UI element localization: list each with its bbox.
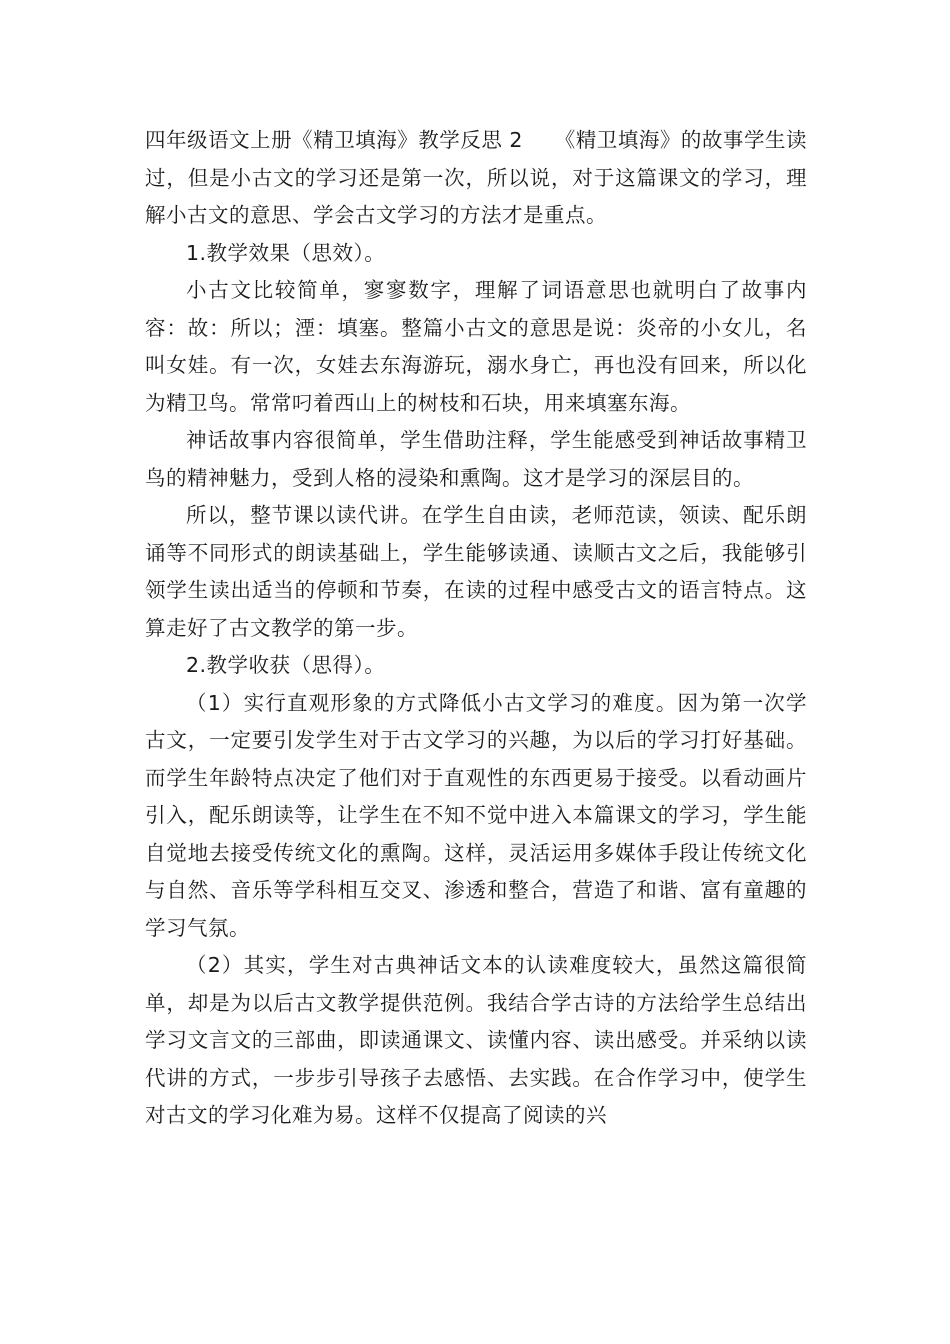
paragraph-reading-method: 所以，整节课以读代讲。在学生自由读，老师范读，领读、配乐朗诵等不同形式的朗读基础上，学生能够读通、读顺古文之后，我能够引领学生读出适当的停顿和节奏，在读的过程中感受古文的语言特点。这算走好了古文教学的第一步。	[145, 503, 807, 640]
paragraph-text-meaning: 小古文比较简单，寥寥数字，理解了词语意思也就明白了故事内容：故：所以；湮：填塞。整篇小古文的意思是说：炎帝的小女儿，名叫女娃。有一次，女娃去东海游玩，溺水身亡，再也没有回来，所以化为精卫鸟。常常叼着西山上的树枝和石块，用来填塞东海。	[145, 278, 807, 415]
paragraph-title-intro: 四年级语文上册《精卫填海》教学反思 2 《精卫填海》的故事学生读过，但是小古文的学习还是第一次，所以说，对于这篇课文的学习，理解小古文的意思、学会古文学习的方法才是重点。	[145, 128, 807, 227]
paragraph-myth-spirit: 神话故事内容很简单，学生借助注释，学生能感受到神话故事精卫鸟的精神魅力，受到人格的浸染和熏陶。这才是学习的深层目的。	[145, 428, 807, 490]
paragraph-gain-1: （1）实行直观形象的方式降低小古文学习的难度。因为第一次学古文，一定要引发学生对于古文学习的兴趣，为以后的学习打好基础。而学生年龄特点决定了他们对于直观性的东西更易于接受。以看动画片引入，配乐朗读等，让学生在不知不觉中进入本篇课文的学习，学生能自觉地去接受传统文化的熏陶。这样，灵活运用多媒体手段让传统文化与自然、音乐等学科相互交叉、渗透和整合，营造了和谐、富有童趣的学习气氛。	[145, 690, 807, 940]
section-heading-effect: 1.教学效果（思效）。	[186, 240, 386, 265]
section-heading-gains: 2.教学收获（思得）。	[186, 653, 386, 677]
document-body	[145, 122, 807, 1135]
paragraph-gain-2: （2）其实，学生对古典神话文本的认读难度较大，虽然这篇很简单，却是为以后古文教学提供范例。我结合学古诗的方法给学生总结出学习文言文的三部曲，即读通课文、读懂内容、读出感受。并采纳以读代讲的方式，一步步引导孩子去感悟、去实践。在合作学习中，使学生对古文的学习化难为易。这样不仅提高了阅读的兴	[145, 953, 807, 1127]
